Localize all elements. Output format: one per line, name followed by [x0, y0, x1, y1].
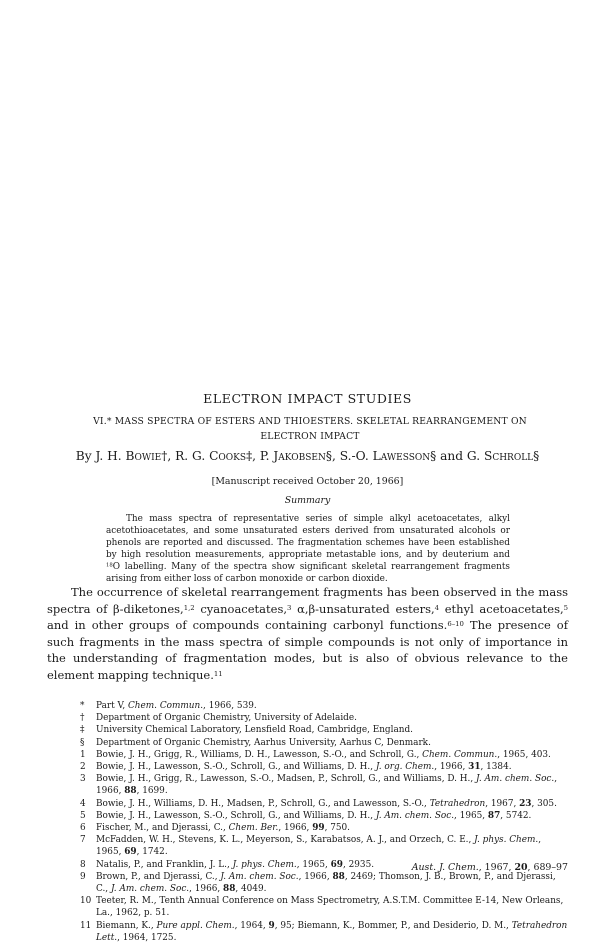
affiliation-mark: §: [325, 449, 332, 463]
author-line: [0, 449, 615, 463]
footnote-text: , 95; Biemann, K., Bommer, P., and Desiderio, D. M.,: [274, 920, 512, 931]
footnote-mark: 9: [80, 871, 86, 882]
footnote-item: [80, 712, 568, 724]
footnote-text: 9: [268, 920, 275, 931]
footnote-mark: †: [80, 713, 85, 724]
footnote-text: , 1965,: [96, 835, 542, 858]
author-initials: S.-O.: [339, 449, 369, 463]
footnote-text: 99: [312, 823, 325, 834]
footnote-text: Bowie, J. H., Lawesson, S.-O., Schroll, G., and Williams, D. H.,: [96, 810, 376, 821]
footnote-text: Teeter, R. M., Tenth Annual Conference on Mass Spectrometry, A.S.T.M. Committee E-14, New Orleans, La., 1962, p. 51.: [96, 896, 564, 919]
footnote-item: [80, 700, 568, 712]
footnotes-list: [80, 700, 568, 944]
footnote-text: Department of Organic Chemistry, Aarhus University, Aarhus C, Denmark.: [96, 737, 431, 748]
footnote-text: , 1742.: [136, 847, 168, 858]
author-initials: R. G.: [175, 449, 206, 463]
footnote-mark: 3: [80, 774, 86, 785]
footnote-text: , 1967,: [485, 798, 520, 809]
footnote-text: Pure appl. Chem.: [156, 920, 235, 931]
footnote-text: Chem. Commun.: [422, 749, 498, 760]
footnote-mark: ‡: [80, 725, 85, 736]
footnote-text: , 4049.: [235, 884, 267, 895]
footnote-text: 69: [124, 847, 137, 858]
footnote-text: , 750.: [324, 823, 350, 834]
footnote-text: 87: [487, 810, 501, 821]
footnote-text: 88: [332, 871, 345, 882]
footnote-text: , 1966,: [434, 762, 469, 773]
by-word: By: [75, 449, 92, 463]
article-subtitle: VI.* MASS SPECTRA OF ESTERS AND THIOESTERS. SKELETAL REARRANGEMENT ON ELECTRON IMPACT: [93, 416, 527, 442]
footnote-text: , 1964,: [234, 920, 269, 931]
footnote-text: Part V,: [96, 701, 128, 711]
footnote-text: 23: [519, 798, 532, 809]
footnote-text: J. Am. chem. Soc.: [375, 810, 455, 821]
footnote-text: Tetrahedron Lett.: [96, 920, 568, 943]
footnote-text: J. phys. Chem.: [474, 835, 539, 846]
footnote-text: Brown, P., and Djerassi, C.,: [96, 871, 221, 882]
footnote-mark: 8: [80, 859, 86, 870]
footnote-item: [80, 920, 568, 944]
footnote-text: , 1699.: [136, 786, 168, 797]
footnote-text: McFadden, W. H., Stevens, K. L., Meyerson, S., Karabatsos, A. J., and Orzech, C. E.,: [96, 835, 475, 846]
affiliation-mark: †: [161, 449, 168, 463]
footnote-text: , 305.: [531, 798, 557, 809]
author-initials: P.: [259, 449, 270, 463]
footnote-item: [80, 724, 568, 736]
footnote-text: J. org. Chem.: [375, 762, 435, 773]
footnote-text: Chem. Commun.: [128, 701, 204, 711]
summary-text: The mass spectra of representative series of simple alkyl acetoacetates, alkyl acetothioacetates, and some unsaturated esters derived from unsaturated alcohols or phenols are reported and discussed. The fragmentation schemes have been established by high resolution measurements, appropriate metastable ions, and by deuterium and: [106, 514, 510, 560]
footnote-text: , 1966, 539.: [203, 701, 257, 711]
summary-heading: Summary: [284, 495, 331, 506]
affiliation-mark: §: [533, 449, 540, 463]
footnote-text: Tetrahedron: [429, 798, 486, 809]
footnote-text: Chem. Ber.: [228, 823, 279, 834]
footnote-mark: 2: [80, 762, 86, 773]
footnote-item: [80, 810, 568, 822]
intro-text: cyanoacetates,: [194, 601, 288, 616]
footnote-item: [80, 798, 568, 810]
footnote-text: , 1966,: [96, 774, 558, 797]
affiliation-mark: §: [430, 449, 437, 463]
footnote-text: , 5742.: [500, 810, 532, 821]
footnote-text: J. Am. chem. Soc.: [110, 884, 190, 895]
footnote-item: [80, 871, 568, 895]
footnote-text: Natalis, P., and Franklin, J. L.,: [96, 859, 233, 870]
author-initials: G.: [466, 449, 481, 463]
footnote-mark: 6: [80, 823, 86, 834]
author-initials: J. H.: [95, 449, 122, 463]
footnote-item: [80, 761, 568, 773]
footnote-text: Department of Organic Chemistry, University of Adelaide.: [96, 713, 357, 724]
journal-citation: [380, 862, 568, 873]
separator: ,: [252, 449, 257, 463]
author-surname: Schroll: [483, 449, 534, 463]
isotope-mass: 18: [106, 562, 113, 569]
footnote-text: 88: [124, 786, 137, 797]
footnote-item: [80, 834, 568, 858]
received-date: [Manuscript received October 20, 1966]: [211, 476, 404, 487]
footnote-mark: 10: [80, 896, 92, 907]
intro-text: The presence of such fragments in the mass spectra of simple compounds is not only of importance in the understanding of fragmentation modes, but is also of obvious relevance to the element mapping technique.: [47, 618, 568, 682]
intro-text: and in other groups of compounds containing carbonyl functions.: [47, 618, 448, 633]
footnote-item: [80, 749, 568, 761]
footnote-item: [80, 895, 568, 919]
footnote-text: , 1964, 1725.: [117, 932, 177, 943]
summary-text: O labelling. Many of the spectra show significant skeletal rearrangement fragments arising from either loss of carbon monoxide or carbon dioxide.: [106, 562, 510, 584]
footnote-text: , 1966,: [189, 884, 224, 895]
author-surname: Cooks: [209, 449, 247, 463]
footnote-text: Bowie, J. H., Grigg, R., Williams, D. H., Lawesson, S.-O., and Schroll, G.,: [96, 749, 423, 760]
footnote-item: [80, 822, 568, 834]
footnote-text: 69: [330, 859, 343, 870]
affiliation-mark: ‡: [246, 449, 253, 463]
footnote-mark: 5: [80, 810, 86, 821]
footnote-mark: 11: [80, 920, 92, 931]
citation-pages: , 689–97: [527, 862, 568, 873]
footnote-text: J. phys. Chem.: [232, 859, 297, 870]
footnote-text: 31: [468, 762, 481, 773]
footnote-text: J. Am. chem. Soc.: [476, 774, 555, 785]
intro-text: ethyl acetoacetates,: [439, 601, 564, 616]
footnote-text: J. Am. chem. Soc.: [220, 871, 299, 882]
footnote-text: Biemann, K.,: [96, 920, 157, 931]
reference-mark: 11: [213, 669, 223, 678]
footnote-text: , 1965, 403.: [497, 749, 551, 760]
footnote-text: , 1966,: [298, 871, 333, 882]
separator: ,: [331, 449, 336, 463]
author-surname: Jakobsen: [273, 449, 326, 463]
footnote-text: , 2935.: [342, 859, 375, 870]
footnote-mark: 7: [80, 835, 86, 846]
reference-mark: 1,2: [183, 603, 195, 612]
and-word: and: [440, 449, 464, 463]
footnote-text: Bowie, J. H., Lawesson, S.-O., Schroll, G., and Williams, D. H.,: [96, 762, 376, 773]
footnote-text: University Chemical Laboratory, Lensfield Road, Cambridge, England.: [96, 725, 413, 736]
intro-paragraph: [47, 584, 568, 684]
footnote-text: 88: [223, 884, 236, 895]
journal-name: Aust. J. Chem.: [411, 862, 479, 873]
reference-mark: 3: [287, 603, 292, 612]
footnote-text: Fischer, M., and Djerassi, C.,: [96, 823, 229, 834]
summary-paragraph: [106, 513, 510, 585]
citation-year: , 1967,: [478, 862, 515, 873]
citation-volume: 20: [514, 862, 528, 873]
footnote-item: [80, 773, 568, 797]
footnote-text: , 1965,: [296, 859, 331, 870]
author-surname: Lawesson: [372, 449, 431, 463]
intro-text: The occurrence of skeletal rearrangement fragments has been observed in the mass spectra of β-diketones,: [47, 585, 568, 616]
footnote-mark: *: [80, 701, 85, 711]
reference-mark: 4: [434, 603, 440, 612]
reference-mark: 5: [563, 603, 569, 612]
footnote-text: , 2469; Thomson, J. B., Brown, P., and Djerassi, C.,: [96, 871, 556, 895]
footnote-text: Bowie, J. H., Williams, D. H., Madsen, P., Schroll, G., and Lawesson, S.-O.,: [96, 798, 430, 809]
footnote-text: , 1966,: [278, 823, 313, 834]
article-title: ELECTRON IMPACT STUDIES: [203, 391, 412, 406]
separator: ,: [167, 449, 172, 463]
footnote-text: , 1384.: [480, 762, 512, 773]
footnote-text: , 1965,: [454, 810, 488, 821]
author-surname: Bowie: [125, 449, 162, 463]
footnote-text: Bowie, J. H., Grigg, R., Lawesson, S.-O., Madsen, P., Schroll, G., and Williams, D. H.,: [96, 774, 477, 785]
footnote-mark: 4: [80, 798, 86, 809]
intro-text: α,β-unsaturated esters,: [291, 601, 435, 616]
footnote-mark: §: [80, 737, 85, 748]
reference-mark: 6–10: [447, 620, 464, 629]
footnote-item: [80, 737, 568, 749]
footnote-mark: 1: [80, 749, 86, 760]
